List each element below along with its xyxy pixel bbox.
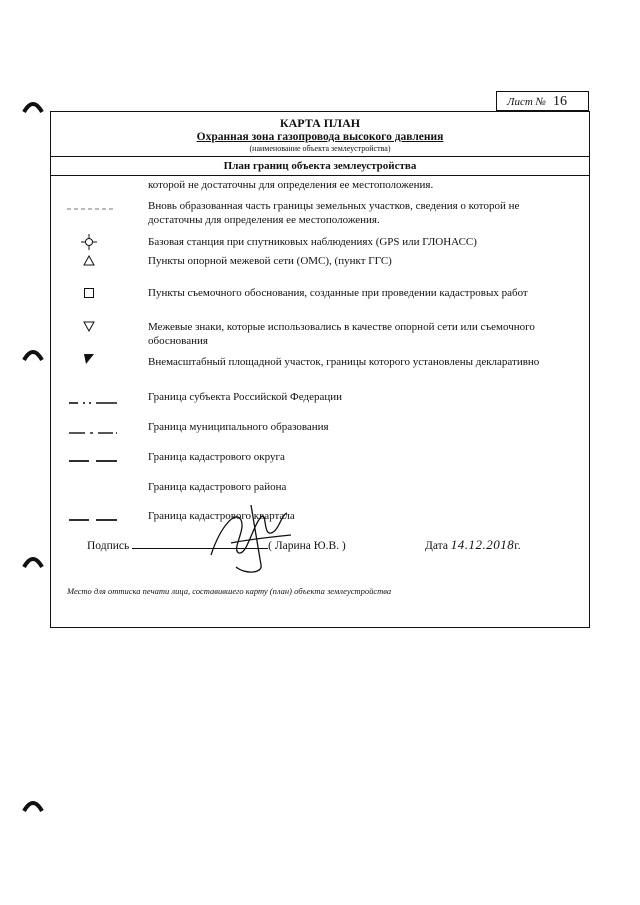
triangle-up-icon bbox=[83, 255, 95, 266]
date-suffix: г. bbox=[514, 540, 521, 552]
binder-hole-mark bbox=[22, 797, 44, 813]
divider bbox=[51, 175, 589, 176]
section-title: План границ объекта землеустройства bbox=[223, 160, 417, 172]
legend-item-text: Межевые знаки, которые использовались в качестве опорной сети или съемочного обоснования bbox=[148, 321, 535, 347]
sheet-number-box bbox=[496, 91, 589, 111]
filled-flag-icon bbox=[84, 354, 94, 364]
legend-item-text: которой не достаточны для определения ее местоположения. bbox=[148, 179, 434, 191]
long-dash-line-icon bbox=[69, 517, 117, 523]
legend-item-text: Пункты опорной межевой сети (ОМС), (пункт ГГС) bbox=[148, 255, 392, 267]
date-line bbox=[425, 537, 521, 553]
object-name-caption: (наименование объекта землеустройства) bbox=[249, 144, 391, 153]
signature-label: Подпись bbox=[87, 540, 130, 552]
gps-station-icon bbox=[81, 234, 97, 250]
legend-item-text: Вновь образованная часть границы земельных участков, сведения о которой не достаточны для определения ее местоположения. bbox=[148, 200, 520, 226]
dash-dot-line-icon bbox=[69, 430, 117, 436]
binder-hole-mark bbox=[22, 553, 44, 569]
object-name: Охранная зона газопровода высокого давления bbox=[196, 131, 444, 143]
binder-hole-mark bbox=[22, 98, 44, 114]
long-dash-line-icon bbox=[69, 458, 117, 464]
date-value: 14.12.2018 bbox=[450, 537, 515, 552]
signer-name: ( Ларина Ю.В. ) bbox=[268, 540, 346, 552]
legend-item-text: Граница субъекта Российской Федерации bbox=[148, 391, 343, 403]
divider bbox=[51, 156, 589, 157]
legend-item-text: Внемасштабный площадной участок, границы которого установлены декларативно bbox=[148, 356, 540, 368]
legend-item-text: Граница муниципального образования bbox=[148, 421, 329, 433]
legend-item-text: Граница кадастрового квартала bbox=[148, 510, 295, 522]
handwritten-signature bbox=[191, 495, 301, 575]
document-title: КАРТА ПЛАН bbox=[279, 116, 361, 130]
binder-hole-mark bbox=[22, 346, 44, 362]
legend-item-text: Граница кадастрового района bbox=[148, 481, 287, 493]
legend-item-text: Базовая станция при спутниковых наблюдениях (GPS или ГЛОНАСС) bbox=[148, 236, 477, 248]
triangle-down-icon bbox=[83, 321, 95, 332]
sheet-label: Лист № bbox=[507, 96, 546, 108]
square-icon bbox=[84, 288, 94, 298]
sheet-number: 16 bbox=[553, 94, 567, 109]
legend-item-text: Пункты съемочного обоснования, созданные при проведении кадастровых работ bbox=[148, 287, 528, 299]
date-label: Дата bbox=[425, 540, 448, 552]
map-plan-frame bbox=[50, 111, 590, 628]
dash-dot-dot-line-icon bbox=[69, 400, 117, 406]
legend-item-text: Граница кадастрового округа bbox=[148, 451, 285, 463]
short-dash-line-icon bbox=[67, 206, 115, 212]
stamp-placeholder-note: Место для оттиска печати лица, составившего карту (план) объекта землеустройства bbox=[67, 586, 392, 596]
